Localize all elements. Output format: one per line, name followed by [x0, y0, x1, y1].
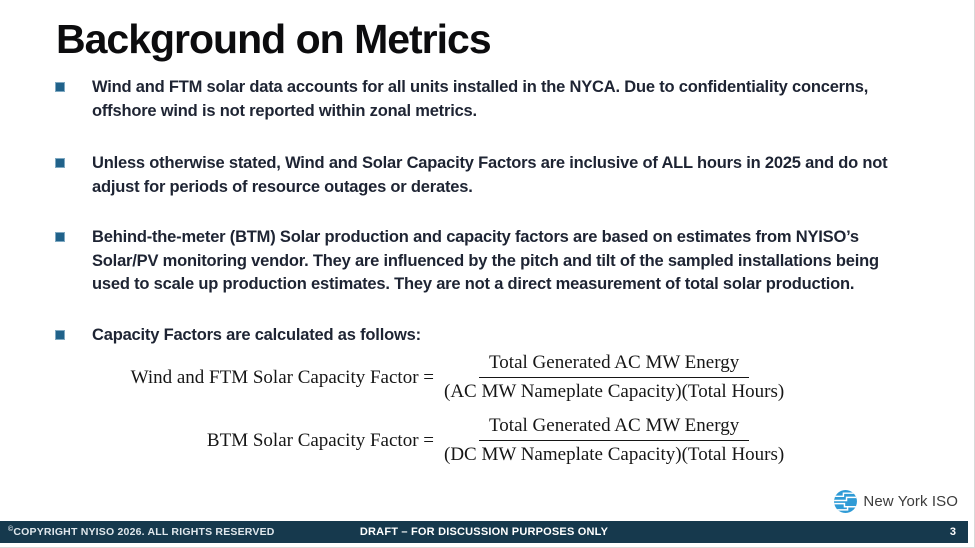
bullet-text: Wind and FTM solar data accounts for all units installed in the NYCA. Due to confidentiality concerns, offshore wind is not reported within zonal metrics. — [92, 78, 869, 120]
formula-btm-capacity-factor — [118, 415, 788, 466]
bullet-text: Capacity Factors are calculated as follows: — [92, 325, 421, 344]
formula-lhs: Wind and FTM Solar Capacity Factor = — [130, 366, 434, 388]
formula-numerator: Total Generated AC MW Energy — [479, 415, 749, 441]
bullet-square-icon — [56, 331, 64, 339]
copyright-symbol: © — [8, 526, 14, 533]
formula-denominator: (DC MW Nameplate Capacity)(Total Hours) — [444, 444, 785, 465]
formula-numerator: Total Generated AC MW Energy — [479, 352, 749, 378]
nyiso-globe-icon — [833, 489, 858, 514]
footer-draft-notice: DRAFT – FOR DISCUSSION PURPOSES ONLY — [359, 526, 609, 538]
footer-copyright-text: COPYRIGHT NYISO 2026. ALL RIGHTS RESERVED — [13, 526, 275, 538]
formula-fraction — [440, 415, 788, 466]
bullet-square-icon — [56, 233, 64, 241]
slide-title: Background on Metrics — [56, 16, 491, 62]
footer-bar — [0, 521, 968, 543]
nyiso-logo-text: New York ISO — [863, 493, 958, 510]
bullet-list — [56, 76, 916, 376]
formula-lhs: BTM Solar Capacity Factor = — [206, 429, 434, 451]
page-number: 3 — [949, 526, 956, 538]
bullet-item-btm-solar — [56, 226, 916, 297]
bullet-text: Behind-the-meter (BTM) Solar production and capacity factors are based on estimates from NYISO’s Solar/PV monitoring vendor. They are influenced by the pitch and tilt of the sampled installations being used to scale up production estimates. They are not a direct measurement of total solar production. — [92, 228, 879, 293]
bullet-item-wind-ftm-data — [56, 76, 916, 123]
bullet-square-icon — [56, 159, 64, 167]
bullet-item-capacity-factor-formulas — [56, 324, 916, 348]
formula-denominator: (AC MW Nameplate Capacity)(Total Hours) — [444, 381, 785, 402]
bullet-text: Unless otherwise stated, Wind and Solar Capacity Factors are inclusive of ALL hours in 2025 and do not adjust for periods of resource outages or derates. — [92, 154, 888, 196]
nyiso-logo — [833, 489, 958, 514]
bullet-item-capacity-factor-hours — [56, 152, 916, 199]
formula-block — [118, 352, 788, 478]
formula-wind-ftm-capacity-factor — [118, 352, 788, 403]
bullet-square-icon — [56, 83, 64, 91]
formula-fraction — [440, 352, 788, 403]
